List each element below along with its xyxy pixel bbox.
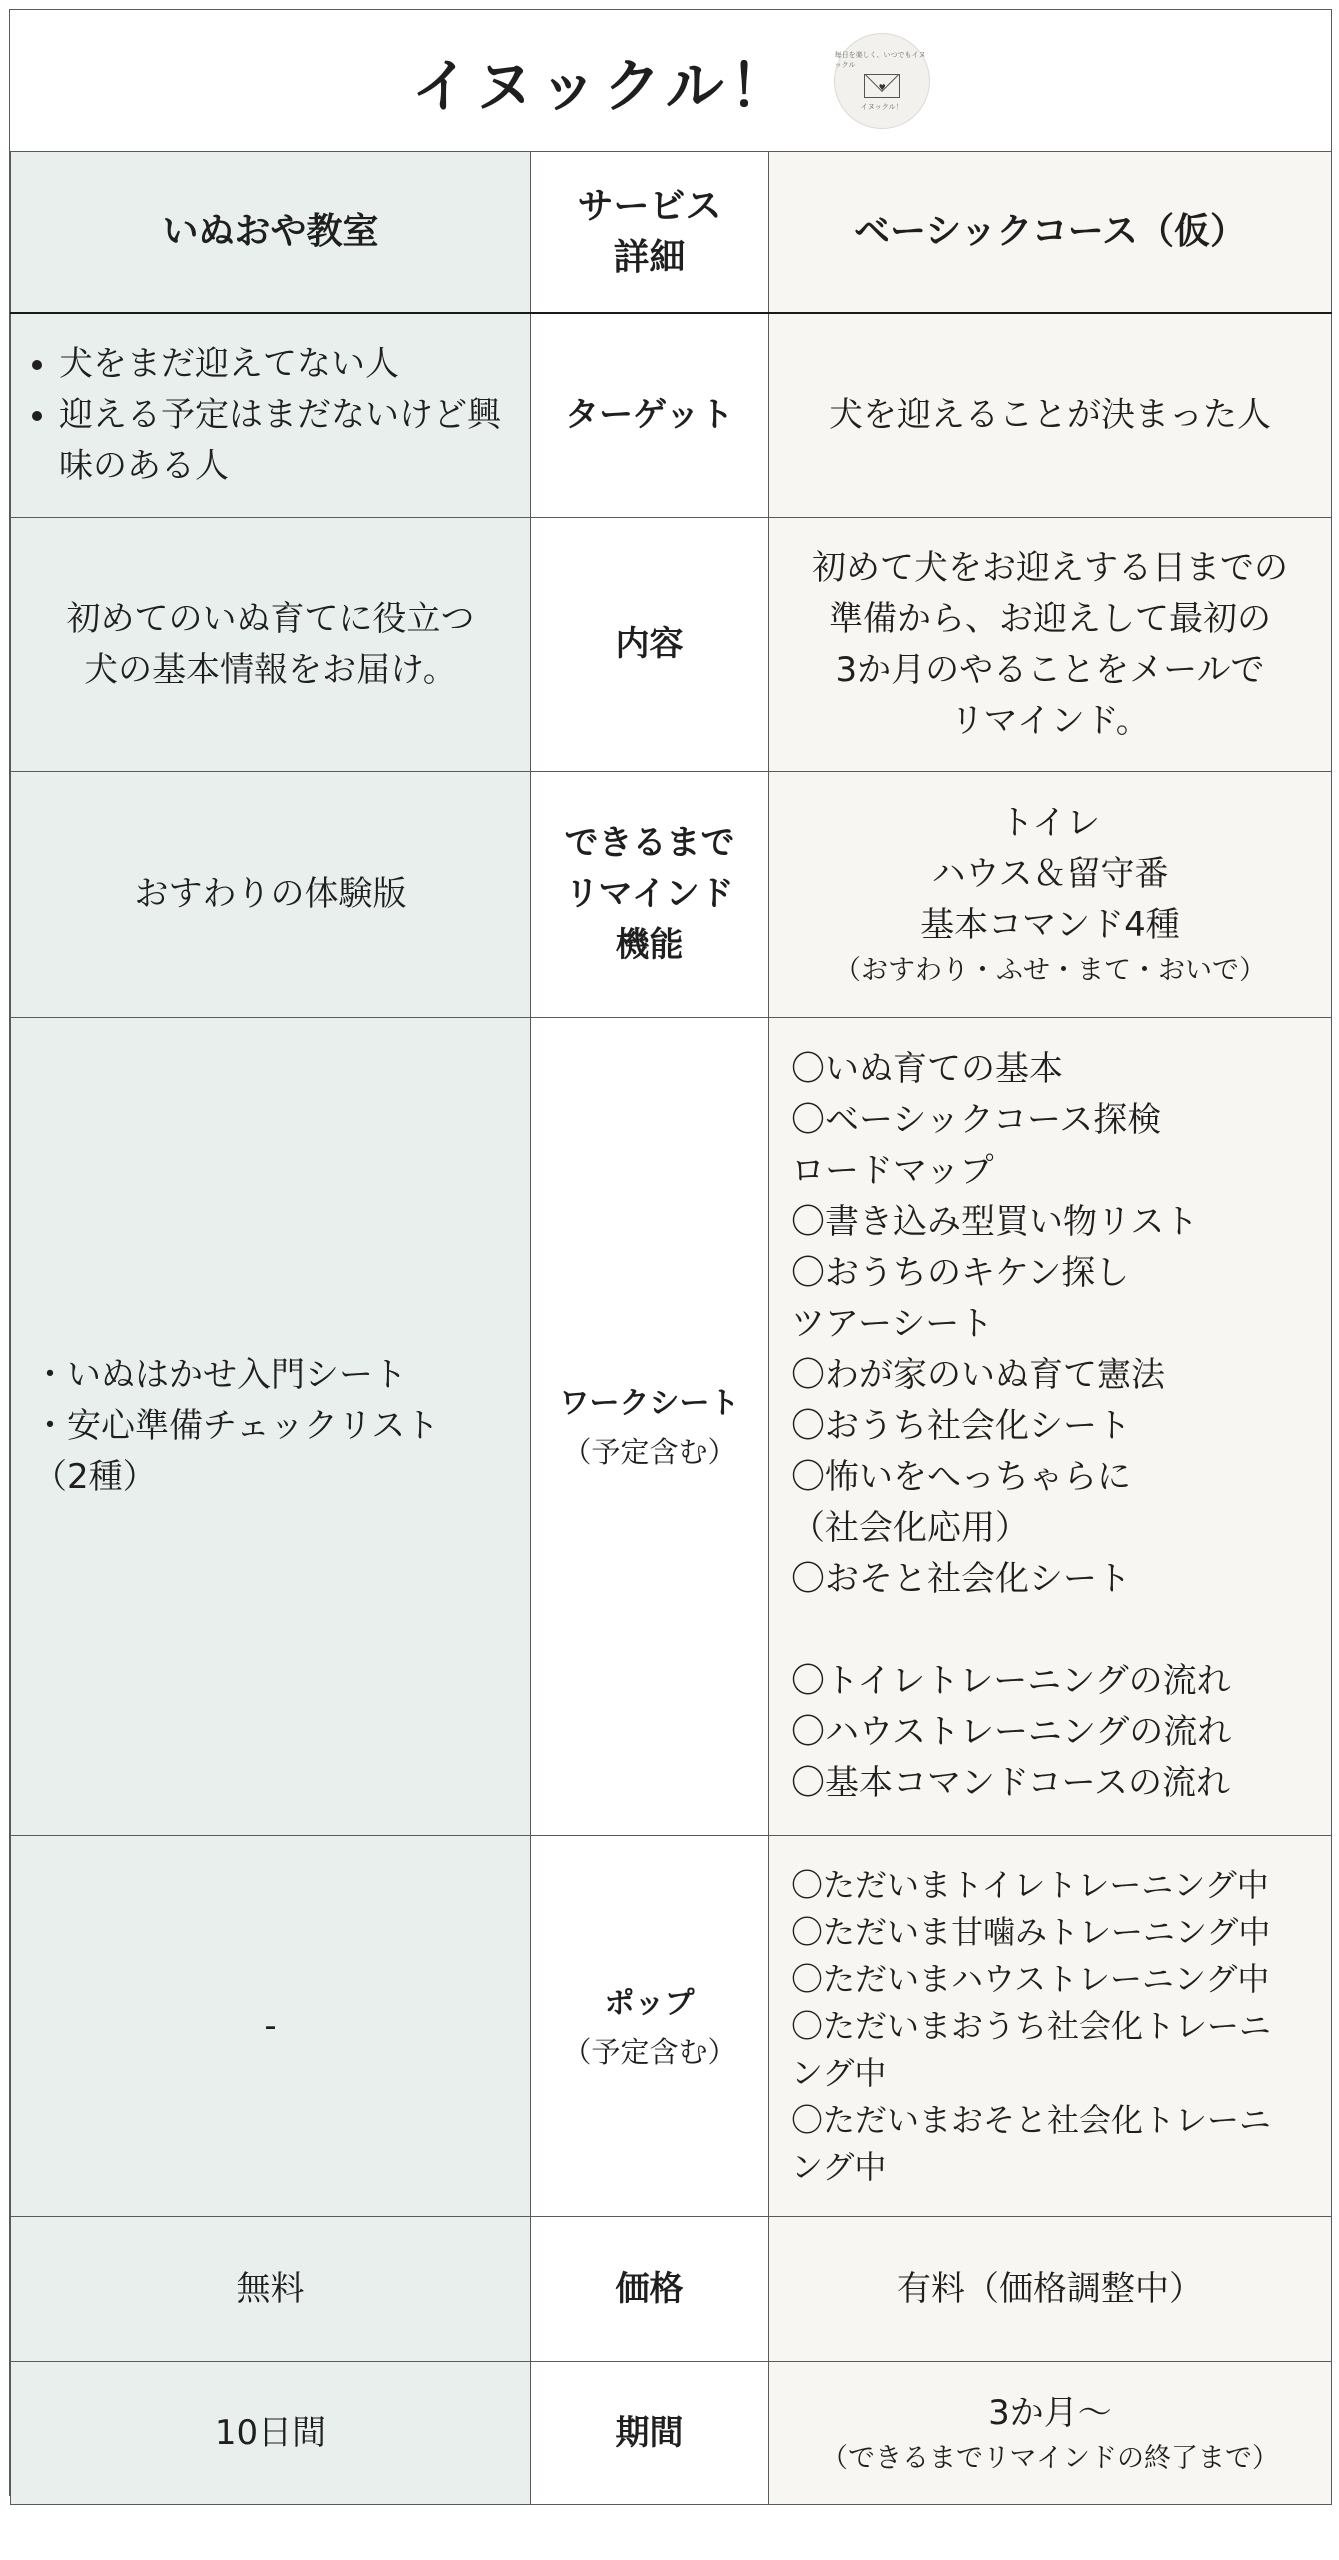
pop-note: （予定含む） — [562, 2034, 737, 2069]
period-note: （できるまでリマインドの終了まで） — [821, 2442, 1279, 2474]
list-item: 〇おうち社会化シート — [791, 1406, 1131, 1446]
list-item: 〇ただいまおうち社会化トレーニ — [791, 2006, 1272, 2045]
row-label-reminder: できるまで リマインド 機能 — [531, 772, 769, 1018]
table-row-price — [11, 2217, 1332, 2362]
list-item: ロードマップ — [791, 1151, 994, 1191]
list-item: 〇トイレトレーニングの流れ — [791, 1661, 1231, 1701]
row-label-pop: ポップ （予定含む） — [531, 1836, 769, 2217]
table-header-row — [11, 152, 1332, 313]
list-item: 〇書き込み型買い物リスト — [791, 1202, 1199, 1242]
logo-bottom-text: イヌックル！ — [860, 102, 903, 111]
row-label-content: 内容 — [531, 518, 769, 772]
list-item: • 犬をまだ迎えてない人 — [59, 339, 530, 390]
table-row-reminder — [11, 772, 1332, 1018]
list-item: 〇おうちのキケン探し — [791, 1253, 1130, 1293]
row-label-target: ターゲット — [531, 313, 769, 518]
price-right-cell: 有料（価格調整中） — [769, 2217, 1332, 2362]
target-right-cell: 犬を迎えることが決まった人 — [769, 313, 1332, 518]
column-header-center: サービス 詳細 — [531, 152, 769, 313]
column-header-right: ベーシックコース（仮） — [769, 152, 1332, 313]
row-label-period: 期間 — [531, 2362, 769, 2505]
row-label-price: 価格 — [531, 2217, 769, 2362]
list-item: 〇ただいまハウストレーニング中 — [791, 1959, 1270, 1998]
list-item: 〇ベーシックコース探検 — [791, 1100, 1162, 1140]
column-header-left: いぬおや教室 — [11, 152, 531, 313]
header — [10, 10, 1331, 151]
envelope-icon — [864, 74, 900, 98]
worksheet-left-cell: ・いぬはかせ入門シート ・安心準備チェックリスト （2種） — [11, 1018, 531, 1836]
target-left-cell — [11, 313, 531, 518]
list-item: 〇いぬ育ての基本 — [791, 1049, 1063, 1089]
list-item: 〇ハウストレーニングの流れ — [791, 1712, 1232, 1752]
list-item: ツアーシート — [791, 1304, 994, 1344]
table-row-worksheet — [11, 1018, 1332, 1836]
brand-logo — [834, 33, 930, 129]
worksheet-right-cell — [769, 1018, 1332, 1836]
comparison-frame — [9, 9, 1332, 2496]
content-left-cell: 初めてのいぬ育てに役立つ 犬の基本情報をお届け。 — [11, 518, 531, 772]
logo-top-text: 毎日を楽しく、いつでもイヌックル — [834, 50, 926, 69]
list-item: （社会化応用） — [791, 1508, 1029, 1548]
table-row-target — [11, 313, 1332, 518]
list-item: ング中 — [791, 2147, 887, 2186]
list-item: • 迎える予定はまだないけど興味のある人 — [59, 390, 530, 492]
reminder-left-cell: おすわりの体験版 — [11, 772, 531, 1018]
page-title: イヌックル！ — [411, 51, 794, 120]
pop-left-cell: - — [11, 1836, 531, 2217]
reminder-right-cell: トイレ ハウス＆留守番 基本コマンド4種 （おすわり・ふせ・まて・おいで） — [769, 772, 1332, 1018]
table-row-pop — [11, 1836, 1332, 2217]
worksheet-note: （予定含む） — [562, 1435, 737, 1469]
table-row-content — [11, 518, 1332, 772]
list-item: 〇怖いをへっちゃらに — [791, 1457, 1131, 1497]
period-left-cell: 10日間 — [11, 2362, 531, 2505]
list-item: 〇わが家のいぬ育て憲法 — [791, 1355, 1165, 1395]
list-item: 〇ただいま甘噛みトレーニング中 — [791, 1912, 1271, 1951]
list-item: 〇基本コマンドコースの流れ — [791, 1763, 1230, 1803]
price-left-cell: 無料 — [11, 2217, 531, 2362]
list-item: 〇おそと社会化シート — [791, 1559, 1131, 1599]
comparison-table — [10, 151, 1332, 2505]
list-item: 〇ただいまトイレトレーニング中 — [791, 1865, 1269, 1904]
heart-icon: ♥ — [878, 82, 886, 92]
list-item: ング中 — [791, 2053, 887, 2092]
period-right-cell: 3か月〜 （できるまでリマインドの終了まで） — [769, 2362, 1332, 2505]
row-label-worksheet: ワークシート （予定含む） — [531, 1018, 769, 1836]
content-right-cell: 初めて犬をお迎えする日までの 準備から、お迎えして最初の 3か月のやることをメールで リマインド。 — [769, 518, 1332, 772]
reminder-note: （おすわり・ふせ・まて・おいで） — [834, 955, 1266, 986]
pop-right-cell — [769, 1836, 1332, 2217]
list-item: 〇ただいまおそと社会化トレーニ — [791, 2100, 1272, 2139]
table-row-period — [11, 2362, 1332, 2505]
